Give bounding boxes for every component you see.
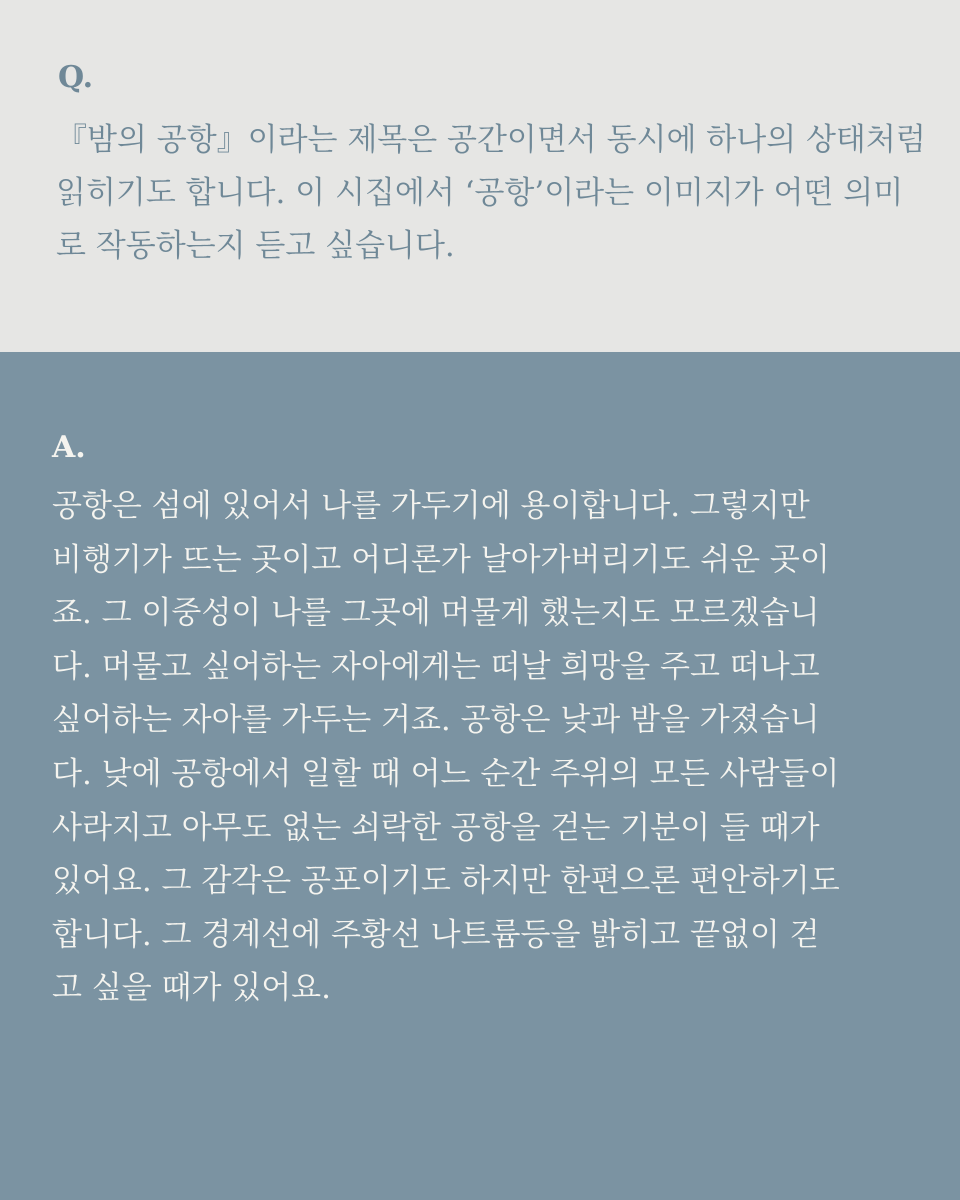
answer-panel [0,352,960,1200]
question-panel [0,0,960,352]
answer-label: A. [52,430,86,465]
answer-text: 공항은 섬에 있어서 나를 가두기에 용이합니다. 그렇지만 비행기가 뜨는 곳이고 어디론가 날아가버리기도 쉬운 곳이 죠. 그 이중성이 나를 그곳에 머물게 했는지도 모르겠습니 다. 머물고 싶어하는 자아에게는 떠날 희망을 주고 떠나고 싶어하는 자아를 가두는 거죠. 공항은 낮과 밤을 가졌습니 다. 낮에 공항에서 일할 때 어느 순간 주위의 모든 사람들이 사라지고 아무도 없는 쇠락한 공항을 걷는 기분이 들 때가 있어요. 그 감각은 공포이기도 하지만 한편으론 편안하기도 합니다. 그 경계선에 주황선 나트륨등을 밝히고 끝없이 걷 고 싶을 때가 있어요. [52,488,840,1007]
question-text: 『밤의 공항』이라는 제목은 공간이면서 동시에 하나의 상태처럼 읽히기도 합니다. 이 시집에서 ‘공항’이라는 이미지가 어떤 의미 로 작동하는지 듣고 싶습니다. [56,122,926,264]
question-label: Q. [58,60,94,95]
